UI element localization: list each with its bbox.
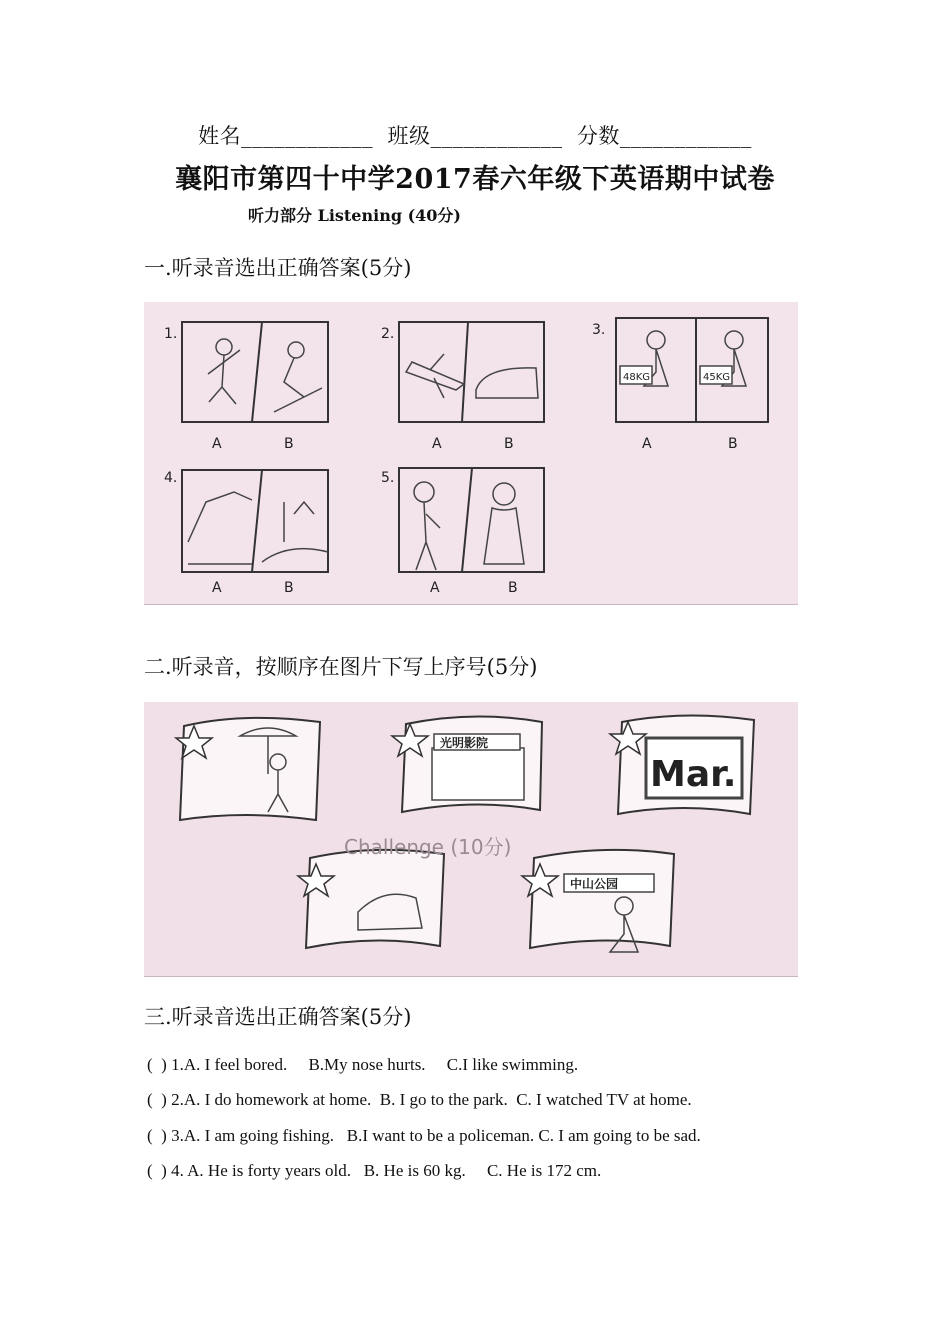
question-3[interactable]: ( ) 3.A. I am going fishing. B.I want to be a policeman. C. I am going to be sad. xyxy=(147,1126,701,1145)
score-label: 分数 xyxy=(576,124,620,148)
listening-subtitle: 听力部分 Listening (40分) xyxy=(248,206,461,225)
picture1-item-5-number: 5. xyxy=(381,470,395,486)
class-label: 班级 xyxy=(387,124,431,148)
question-1[interactable]: ( ) 1.A. I feel bored. B.My nose hurts. C.I like swimming. xyxy=(147,1055,579,1074)
picture1-item-1-b: B xyxy=(284,436,294,452)
calendar-month: Mar. xyxy=(650,754,737,795)
picture1-item-2-number: 2. xyxy=(381,326,395,342)
name-blank[interactable]: ____________ xyxy=(241,124,374,148)
picture1-item-3-number: 3. xyxy=(592,322,606,338)
weight-tag-a: 48KG xyxy=(623,372,651,383)
student-info-line xyxy=(0,120,950,150)
question-2[interactable]: ( ) 2.A. I do homework at home. B. I go to the park. C. I watched TV at home. xyxy=(147,1090,692,1109)
question-4[interactable]: ( ) 4. A. He is forty years old. B. He is 60 kg. C. He is 172 cm. xyxy=(147,1161,602,1180)
picture1-item-1-a: A xyxy=(212,436,222,452)
section-2-heading: 二.听录音，按顺序在图片下写上序号(5分) xyxy=(144,655,538,679)
exam-title: 襄阳市第四十中学2017春六年级下英语期中试卷 xyxy=(175,164,775,195)
picture1-item-3-b: B xyxy=(728,436,738,452)
picture-choices-illustration xyxy=(144,302,798,604)
picture1-item-4-a: A xyxy=(212,580,222,596)
background-challenge-heading: Challenge (10分) xyxy=(344,835,512,859)
picture1-item-2-a: A xyxy=(432,436,442,452)
section-2-picture xyxy=(144,702,798,977)
section-1-picture xyxy=(144,302,798,605)
picture1-item-5-a: A xyxy=(430,580,440,596)
picture1-item-1-number: 1. xyxy=(164,326,178,342)
picture1-item-4-number: 4. xyxy=(164,470,178,486)
cinema-sign: 光明影院 xyxy=(440,736,489,750)
picture1-item-4-b: B xyxy=(284,580,294,596)
name-label: 姓名 xyxy=(198,124,242,148)
class-blank[interactable]: ____________ xyxy=(430,124,563,148)
section-1-heading: 一.听录音选出正确答案(5分) xyxy=(144,256,412,280)
picture1-item-2-b: B xyxy=(504,436,514,452)
section-3-heading: 三.听录音选出正确答案(5分) xyxy=(144,1005,412,1029)
score-blank[interactable]: ____________ xyxy=(619,124,752,148)
weight-tag-b: 45KG xyxy=(703,372,731,383)
picture1-item-3-a: A xyxy=(642,436,652,452)
sequence-pictures-illustration xyxy=(144,702,798,976)
picture1-item-5-b: B xyxy=(508,580,518,596)
park-sign: 中山公园 xyxy=(570,877,619,891)
